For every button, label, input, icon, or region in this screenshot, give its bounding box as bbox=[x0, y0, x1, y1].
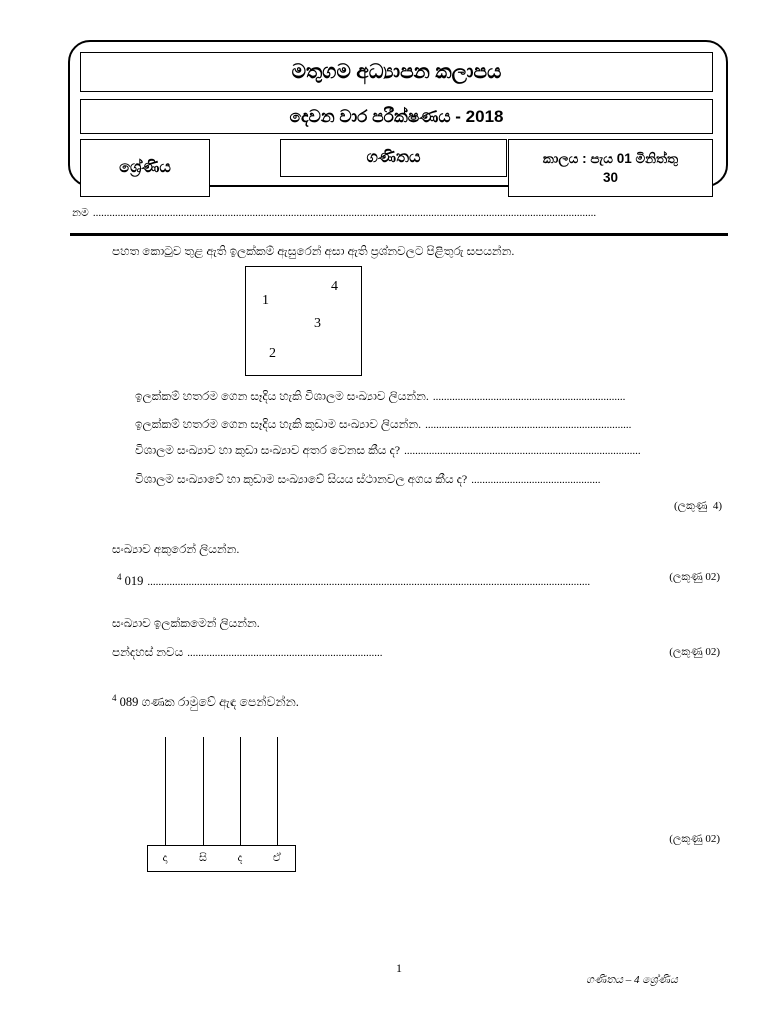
q3-answer-dots: ....................................................................... bbox=[187, 647, 383, 659]
abacus-base bbox=[147, 845, 296, 872]
box-digit: 4 bbox=[331, 279, 338, 294]
abacus-rod bbox=[203, 737, 204, 845]
box-digit: 1 bbox=[262, 293, 269, 308]
q1-item-text: විශාලම සංඛ්‍යාව හා කුඩා සංඛ්‍යාව අතර වෙනස කීය ද? bbox=[135, 443, 401, 457]
q2-answer-dots: ................................................................................................................................................................. bbox=[147, 576, 591, 589]
abacus-label-hundreds: සි bbox=[199, 852, 207, 864]
abacus-label-thousands: දා bbox=[162, 852, 168, 864]
q1-marks: (ලකුණු 4) bbox=[673, 500, 722, 512]
q1-item bbox=[135, 442, 718, 458]
abacus-rod bbox=[277, 737, 278, 845]
abacus-label-tens: ද bbox=[237, 852, 243, 864]
subject-box bbox=[280, 139, 507, 177]
time-box bbox=[508, 139, 713, 197]
name-line bbox=[72, 205, 602, 221]
name-label: නම bbox=[72, 207, 89, 219]
q1-item-answer-dots: ........................................................................... bbox=[425, 419, 632, 431]
q1-item bbox=[135, 416, 720, 432]
grade-box bbox=[80, 139, 210, 197]
q4-marks: (ලකුණු 02) bbox=[669, 833, 720, 845]
abacus-rod bbox=[165, 737, 166, 845]
q1-item-text: විශාලම සංඛ්‍යාවේ හා කුඩාම සංඛ්‍යාවේ සියය ස්ථානවල අගය කීය ද? bbox=[135, 472, 468, 486]
subject-label: ගණිතය bbox=[366, 149, 421, 166]
exam-title: දෙවන වාර පරීක්ෂණය - 2018 bbox=[80, 99, 713, 134]
time-line-2: 30 bbox=[602, 170, 619, 185]
box-digit: 3 bbox=[314, 316, 321, 331]
page-number: 1 bbox=[396, 961, 402, 975]
box-digit: 2 bbox=[269, 346, 276, 361]
q3-instruction: සංඛ්‍යාව ඉලක්කමෙන් ලියන්න. bbox=[112, 616, 260, 630]
q2-instruction: සංඛ්‍යාව අකුරෙන් ලියන්න. bbox=[112, 542, 240, 556]
zone-title: මතුගම අධ්‍යාපන කලාපය bbox=[80, 52, 713, 92]
q1-item-text: ඉලක්කම් හතරම ගෙන සෑදිය හැකි කුඩාම සංඛ්‍යාව ලියන්න. bbox=[135, 417, 422, 431]
q1-item-answer-dots: ...................................................................................... bbox=[404, 445, 641, 457]
q3-answer-line bbox=[112, 644, 410, 660]
q1-instruction: පහත කොටුව තුළ ඇති ඉලක්කම් ඇසුරෙන් අසා ඇති ප්‍රශ්නවලට පිළිතුරු සපයන්න. bbox=[112, 244, 515, 258]
q3-marks: (ලකුණු 02) bbox=[669, 646, 720, 658]
q4-instruction: 4 089 ගණක රාමුවේ ඇඳ පෙන්වන්න. bbox=[112, 693, 299, 710]
q1-item-answer-dots: ............................................... bbox=[471, 474, 601, 486]
header-rule bbox=[70, 233, 728, 236]
digit-box bbox=[245, 266, 362, 376]
q2-marks: (ලකුණු 02) bbox=[669, 571, 720, 583]
q2-answer-line bbox=[117, 569, 603, 589]
abacus-rod bbox=[240, 737, 241, 845]
name-answer-dots: ....................................................................................................................................................................................... bbox=[92, 207, 597, 219]
q3-number-words: පන්දහස් නවය bbox=[112, 645, 184, 659]
q2-number: 4 019 bbox=[117, 572, 144, 589]
footer-subject-grade: ගණිතය – 4 ශ්‍රේණිය bbox=[586, 974, 678, 986]
q1-item bbox=[135, 388, 720, 404]
q1-item-answer-dots: ...................................................................... bbox=[432, 391, 626, 403]
time-line-1: කාලය : පැය 01 මිනිත්තු bbox=[542, 151, 679, 166]
q1-item bbox=[135, 471, 697, 487]
grade-label: ශ්‍රේණිය bbox=[119, 159, 171, 176]
q1-item-text: ඉලක්කම් හතරම ගෙන සෑදිය හැකි විශාලම සංඛ්‍යාව ලියන්න. bbox=[135, 389, 429, 403]
abacus-label-ones: ඒ bbox=[272, 852, 282, 864]
